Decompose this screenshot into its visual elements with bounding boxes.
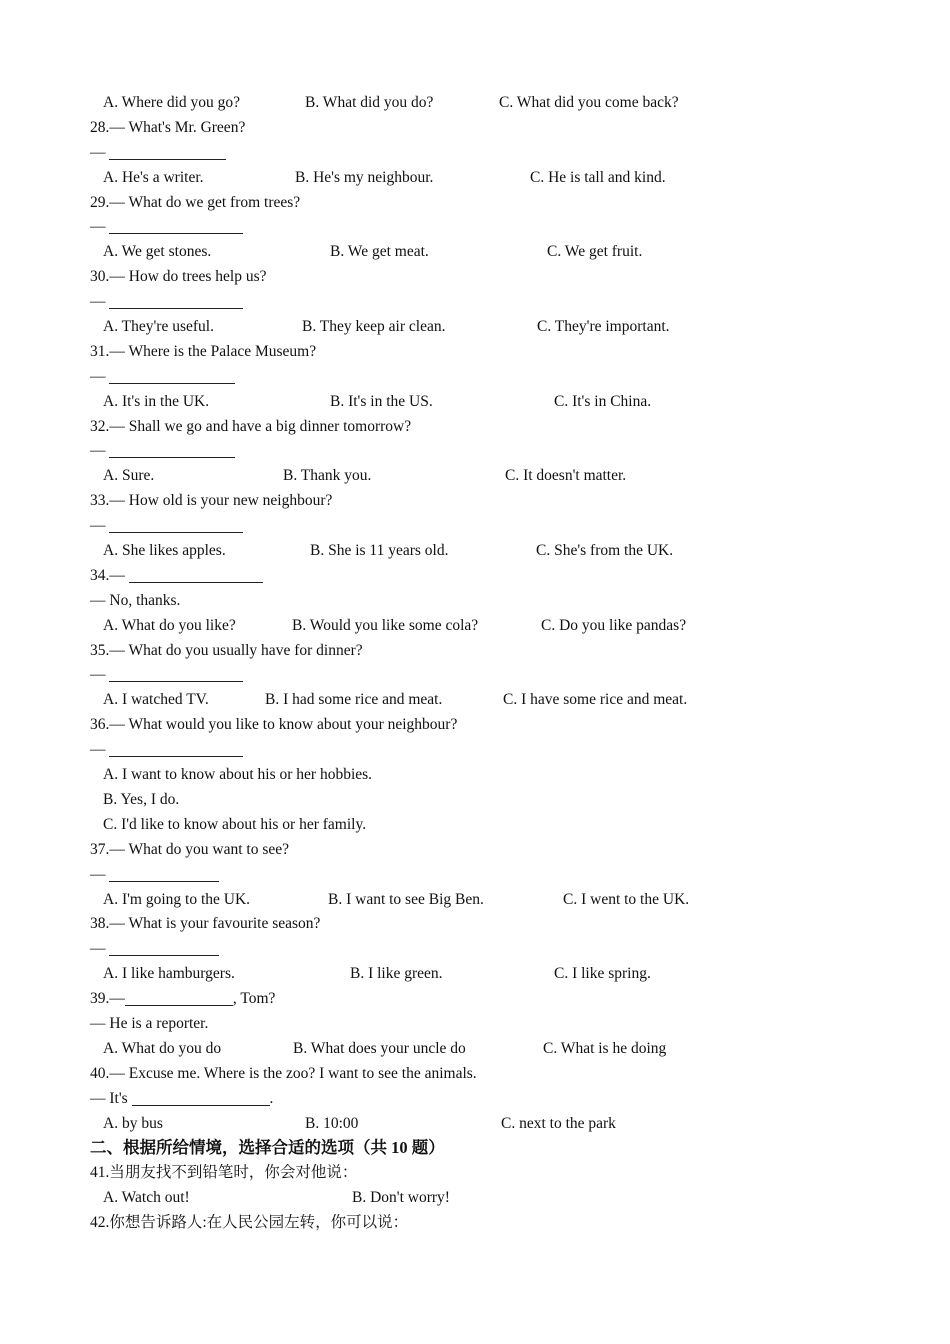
- answer-line-33: [90, 514, 910, 539]
- option-a: A. by bus: [103, 1114, 163, 1132]
- option-a: A. I like hamburgers.: [103, 965, 235, 983]
- options-q33: [90, 539, 910, 564]
- dash: —: [90, 367, 106, 385]
- reply-40-prefix: — It's: [90, 1089, 128, 1107]
- option-b: B. It's in the US.: [330, 392, 433, 410]
- answer-blank[interactable]: [109, 144, 226, 160]
- reply-40-suffix: .: [269, 1089, 274, 1107]
- dash: —: [90, 865, 106, 883]
- answer-line-28: [90, 141, 910, 166]
- dash: —: [90, 143, 106, 161]
- options-q40: [90, 1112, 910, 1137]
- option-b: B. I had some rice and meat.: [265, 691, 443, 709]
- options-q37: [90, 888, 910, 913]
- answer-blank[interactable]: [109, 442, 235, 458]
- answer-blank[interactable]: [109, 517, 243, 533]
- answer-blank[interactable]: [129, 567, 263, 583]
- option-b: B. He's my neighbour.: [295, 168, 434, 186]
- option-c: C. It's in China.: [554, 392, 652, 410]
- answer-line-38: [90, 937, 910, 962]
- question-41: 41.当朋友找不到铅笔时，你会对他说：: [90, 1164, 358, 1182]
- option-a: A. I watched TV.: [103, 691, 209, 709]
- answer-blank[interactable]: [125, 990, 233, 1006]
- option-b: B. What did you do?: [305, 94, 434, 111]
- option-a: A. I'm going to the UK.: [103, 890, 251, 908]
- option-c: C. I have some rice and meat.: [503, 691, 688, 709]
- question-38: 38.— What is your favourite season?: [90, 915, 321, 933]
- question-28: 28.— What's Mr. Green?: [90, 118, 246, 136]
- options-q30: [90, 315, 910, 340]
- question-42: 42.你想告诉路人:在人民公园左转，你可以说：: [90, 1214, 409, 1232]
- options-q34: [90, 614, 910, 639]
- dash: —: [90, 940, 106, 958]
- dash: —: [90, 218, 106, 236]
- reply-34: — No, thanks.: [90, 591, 181, 609]
- option-b: B. Thank you.: [283, 467, 372, 485]
- question-39-prefix: 39.—: [90, 990, 125, 1008]
- option-a: A. We get stones.: [103, 243, 212, 261]
- option-c: C. They're important.: [537, 318, 670, 336]
- option-a: A. He's a writer.: [103, 168, 204, 186]
- option-c: C. I like spring.: [554, 965, 651, 983]
- question-34-text: 34.—: [90, 566, 125, 584]
- option-a: A. What do you do: [103, 1039, 222, 1057]
- option-b: B. She is 11 years old.: [310, 542, 449, 560]
- question-32: 32.— Shall we go and have a big dinner tomorrow?: [90, 417, 412, 435]
- question-29: 29.— What do we get from trees?: [90, 193, 301, 211]
- answer-blank[interactable]: [109, 368, 235, 384]
- question-36: 36.— What would you like to know about your neighbour?: [90, 716, 458, 734]
- options-q35: [90, 688, 910, 713]
- answer-blank[interactable]: [109, 940, 219, 956]
- question-40: 40.— Excuse me. Where is the zoo? I want to see the animals.: [90, 1064, 477, 1082]
- answer-line-29: [90, 215, 910, 240]
- answer-line-35: [90, 663, 910, 688]
- option-c: C. What did you come back?: [499, 94, 679, 111]
- option-c: C. What is he doing: [543, 1039, 667, 1057]
- options-q27: [90, 91, 910, 116]
- answer-blank[interactable]: [109, 741, 243, 757]
- option-b: B. I want to see Big Ben.: [328, 890, 484, 908]
- option-c: C. I'd like to know about his or her family.: [103, 815, 367, 833]
- option-b: B. Don't worry!: [352, 1189, 450, 1207]
- option-a: A. They're useful.: [103, 318, 214, 336]
- option-c: C. Do you like pandas?: [541, 616, 687, 634]
- worksheet-content: [90, 91, 910, 1236]
- answer-blank[interactable]: [109, 666, 243, 682]
- answer-blank[interactable]: [109, 218, 243, 234]
- option-a: A. Watch out!: [103, 1189, 190, 1207]
- question-30: 30.— How do trees help us?: [90, 268, 267, 286]
- option-b: B. What does your uncle do: [293, 1039, 466, 1057]
- option-c: C. It doesn't matter.: [505, 467, 627, 485]
- option-a: A. Sure.: [103, 467, 155, 485]
- answer-line-31: [90, 365, 910, 390]
- answer-blank[interactable]: [109, 293, 243, 309]
- options-q28: [90, 166, 910, 191]
- dash: —: [90, 293, 106, 311]
- option-a: A. What do you like?: [103, 616, 236, 634]
- dash: —: [90, 741, 106, 759]
- answer-line-32: [90, 439, 910, 464]
- question-37: 37.— What do you want to see?: [90, 840, 290, 858]
- options-q41: [90, 1186, 910, 1211]
- dash: —: [90, 442, 106, 460]
- answer-line-30: [90, 290, 910, 315]
- question-33: 33.— How old is your new neighbour?: [90, 492, 333, 510]
- option-c: C. I went to the UK.: [563, 890, 690, 908]
- answer-line-36: [90, 738, 910, 763]
- question-35: 35.— What do you usually have for dinner?: [90, 641, 363, 659]
- question-39-suffix: , Tom?: [232, 990, 276, 1008]
- option-c: C. next to the park: [501, 1114, 616, 1132]
- option-b: B. 10:00: [305, 1114, 359, 1132]
- options-q38: [90, 962, 910, 987]
- option-b: B. We get meat.: [330, 243, 429, 261]
- option-b: B. I like green.: [350, 965, 443, 983]
- option-a: A. I want to know about his or her hobbies.: [103, 766, 373, 784]
- option-a: A. Where did you go?: [103, 94, 241, 111]
- question-39: [90, 987, 910, 1012]
- reply-39: — He is a reporter.: [90, 1014, 209, 1032]
- option-b: B. They keep air clean.: [302, 318, 446, 336]
- option-c: C. She's from the UK.: [536, 542, 674, 560]
- option-b: B. Yes, I do.: [103, 790, 180, 808]
- option-c: C. We get fruit.: [547, 243, 643, 261]
- option-b: B. Would you like some cola?: [292, 616, 479, 634]
- reply-40: [90, 1087, 910, 1112]
- dash: —: [90, 666, 106, 684]
- option-a: A. She likes apples.: [103, 542, 226, 560]
- options-q31: [90, 390, 910, 415]
- options-q39: [90, 1037, 910, 1062]
- options-q29: [90, 240, 910, 265]
- answer-blank[interactable]: [132, 1090, 270, 1106]
- answer-line-37: [90, 863, 910, 888]
- dash: —: [90, 517, 106, 535]
- option-c: C. He is tall and kind.: [530, 168, 666, 186]
- question-31: 31.— Where is the Palace Museum?: [90, 342, 317, 360]
- options-q32: [90, 464, 910, 489]
- answer-blank[interactable]: [109, 866, 219, 882]
- option-a: A. It's in the UK.: [103, 392, 210, 410]
- section-heading: 二、根据所给情境，选择合适的选项（共 10 题）: [90, 1138, 445, 1158]
- question-34: [90, 564, 910, 589]
